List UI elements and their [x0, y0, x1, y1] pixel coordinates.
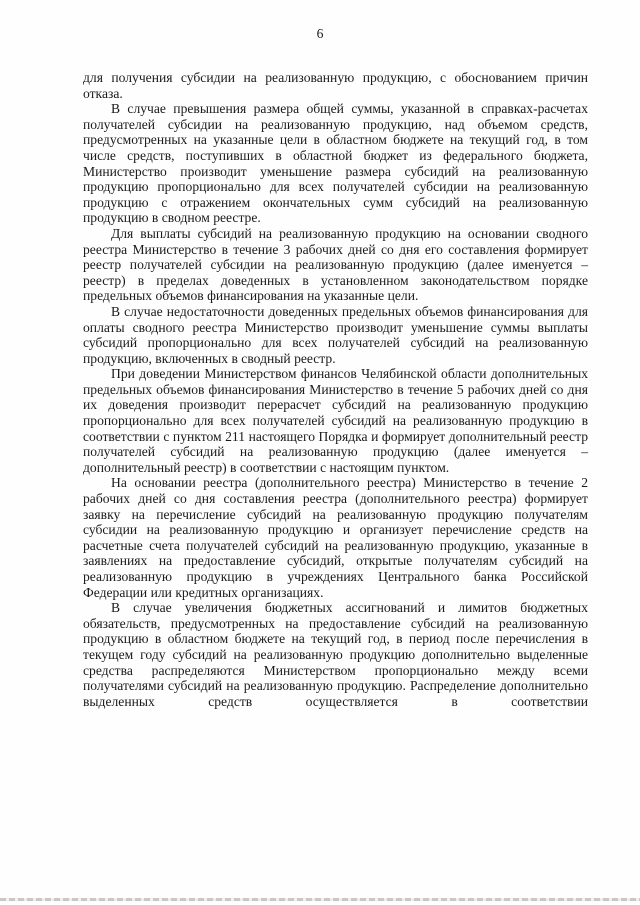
paragraph-budget-increase: В случае увеличения бюджетных ассигнований и лимитов бюджетных обязательств, предусмотренных на предоставление субсидий на реализованную продукцию в областном бюджете на текущий год, в период после перечисления в текущем году субсидий на реализованную продукцию дополнительно выделенные средства распределяются Министерством пропорционально между всеми получателями субсидий на реализованную продукцию. Распределение дополнительно выделенных средств осуществляется в соответствии	[83, 600, 588, 709]
paragraph-subsidy-reduction: В случае превышения размера общей суммы, указанной в справках-расчетах получателей субсидии на реализованную продукцию, над объемом средств, предусмотренных на указанные цели в областном бюджете на текущий год, в том числе средств, поступивших в областной бюджет из федерального бюджета, Министерство производит уменьшение размера субсидий на реализованную продукцию пропорционально для всех получателей субсидии на реализованную продукцию с отражением окончательных сумм субсидий на реализованную продукцию в сводном реестре.	[83, 101, 588, 226]
paragraph-registry-formation: Для выплаты субсидий на реализованную продукцию на основании сводного реестра Министерство в течение 3 рабочих дней со дня его составления формирует реестр получателей субсидии на реализованную продукцию (далее именуется – реестр) в пределах доведенных в установленном законодательством порядке предельных объемов финансирования на указанные цели.	[83, 225, 588, 304]
page-bottom-edge	[0, 898, 640, 901]
page-number: 6	[316, 26, 324, 41]
document-body	[83, 70, 588, 709]
paragraph-transfer-request: На основании реестра (дополнительного реестра) Министерство в течение 2 рабочих дней со дня составления реестра (дополнительного реестра) формирует заявку на перечисление субсидий на реализованную продукцию получателям субсидии на реализованную продукцию и организует перечисление средств на расчетные счета получателей субсидий на реализованную продукцию, указанные в заявлениях на предоставление субсидий, открытые получателям субсидий на реализованную продукцию в учреждениях Центрального банка Российской Федерации или кредитных организациях.	[83, 475, 588, 600]
paragraph-additional-funding: При доведении Министерством финансов Челябинской области дополнительных предельных объемов финансирования Министерство в течение 5 рабочих дней со дня их доведения производит перерасчет субсидий на реализованную продукцию пропорционально для всех получателей субсидий на реализованную продукцию в соответствии с пунктом 211 настоящего Порядка и формирует дополнительный реестр получателей субсидий на реализованную продукцию (далее именуется – дополнительный реестр) в соответствии с настоящим пунктом.	[83, 366, 588, 475]
paragraph-insufficient-funding: В случае недостаточности доведенных предельных объемов финансирования для оплаты сводного реестра Министерство производит уменьшение суммы выплаты субсидий пропорционально для всех получателей субсидий на реализованную продукцию, включенных в сводный реестр.	[83, 303, 588, 366]
paragraph-continuation: для получения субсидии на реализованную продукцию, с обоснованием причин отказа.	[83, 70, 588, 101]
